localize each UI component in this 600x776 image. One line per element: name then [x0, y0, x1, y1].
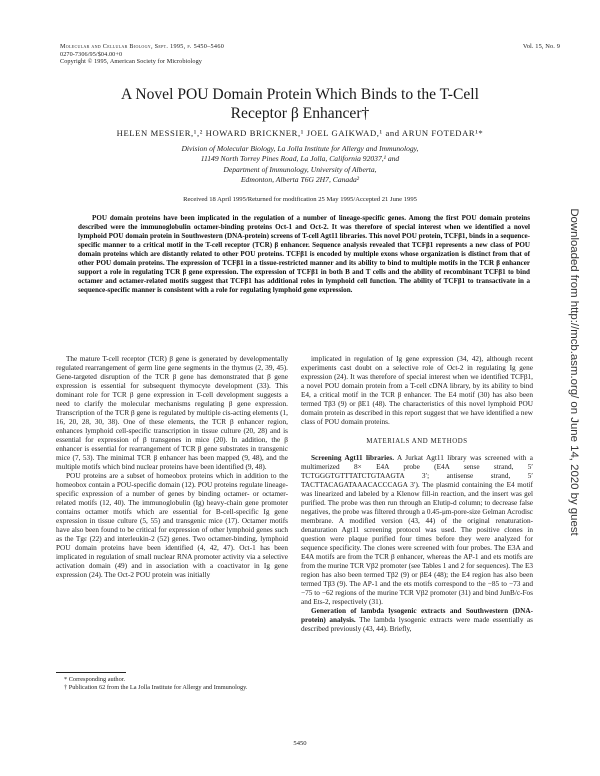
volume-label: Vol. 15, No. 9 — [522, 43, 560, 50]
methods-paragraph — [301, 607, 533, 634]
affiliations — [80, 144, 520, 186]
section-heading-methods: MATERIALS AND METHODS — [366, 437, 468, 445]
author-list: HELEN MESSIER,¹,² HOWARD BRICKNER,¹ JOEL GAIKWAD,¹ and ARUN FOTEDAR¹* — [116, 128, 484, 138]
body-column-left — [56, 355, 288, 580]
paragraph-text: The lambda lysogenic extracts were made essentially as described previously (43, 44). Briefly, — [301, 615, 533, 633]
body-column-right — [301, 355, 533, 634]
affiliation-line: 11149 North Torrey Pines Road, La Jolla, California 92037,¹ and — [200, 154, 400, 164]
received-dates: Received 18 April 1995/Returned for modification 25 May 1995/Accepted 21 June 1995 — [183, 196, 417, 203]
page-number: 5450 — [293, 740, 307, 747]
body-paragraph: The mature T-cell receptor (TCR) β gene is generated by developmentally regulated rearrangement of germ line gene segments in the thymus (2, 39, 45). Gene-targeted disruption of the TCR β gene has demonstrated that β gene expression is essential for subsequent thymocyte development (33). This dominant role for TCR β gene expression in T-cell development suggests a need to clarify the molecular mechanisms regulating β gene expression. Transcription of the TCR β gene is regulated by multiple cis-acting elements (1, 16, 20, 28, 30, 38). One of these elements, the TCR β enhancer region, enhances lymphoid cell-specific transcription in tissue culture (20, 28) and is essential for expression of β transgenes in mice (20). In addition, the β enhancer is essential for rearrangement of TCR β gene substrates in transgenic mice (7, 53). The minimal TCR β enhancer has been mapped (9, 48), and the multiple motifs which bind nuclear proteins have been identified (9, 48). — [56, 355, 288, 471]
journal-citation: Molecular and Cellular Biology, Sept. 1995, p. 5450–5460 — [60, 43, 225, 50]
footnote-publication: † Publication 62 from the La Jolla Institute for Allergy and Immunology. — [64, 683, 248, 691]
footnote-corresponding: * Corresponding author. — [64, 676, 126, 683]
abstract: POU domain proteins have been implicated in the regulation of a number of lineage-specific genes. Among the first POU domain proteins described were the immunoglobulin octamer-binding proteins Oct-1 and Oct-2. It was therefore of special interest when we identified a novel lymphoid POU domain protein in Southwestern (DNA-protein) screens of T-cell Agt11 libraries. This novel POU protein, TCFβ1, binds in a sequence-specific manner to a critical motif in the T-cell receptor (TCR) β enhancer. Sequence analysis revealed that TCFβ1 represents a new class of POU domain proteins which are distantly related to other POU proteins. TCFβ1 is encoded by multiple exons whose organization is distinct from that of other POU domain proteins. The expression of TCFβ1 in a tissue-restricted manner and its ability to bind to multiple motifs in the TCR β enhancer support a role in regulating TCR β gene expression. The expression of TCFβ1 in both B and T cells and the ability of recombinant TCFβ1 to bind octamer and octamer-related motifs suggest that TCFβ1 has additional roles in lymphoid cell function. The ability of TCFβ1 to transactivate in a sequence-specific manner is consistent with a role for regulating lymphoid gene expression. — [78, 214, 530, 294]
affiliation-line: Division of Molecular Biology, La Jolla Institute for Allergy and Immunology, — [181, 144, 419, 153]
footnote-divider — [56, 672, 126, 673]
title-line-1: A Novel POU Domain Protein Which Binds to the T-Cell — [121, 86, 479, 103]
subsection-title: Screening Agt11 libraries. — [311, 453, 395, 462]
body-paragraph: implicated in regulation of Ig gene expression (34, 42), although recent experiments cast doubt on a selective role of Oct-2 in regulating Ig gene expression (24). It was therefore of special interest when we identified TCFβ1, a novel POU domain protein from a T-cell cDNA library, by its ability to bind E4, a critical motif in the TCR β enhancer. The E4 motif (30) has also been termed Tβ3 (9) or βE1 (48). The characteristics of this novel lymphoid POU domain protein as described in this report suggest that we have identified a new class of POU domain proteins. — [301, 355, 533, 426]
article-title — [50, 85, 550, 123]
methods-paragraph — [301, 454, 533, 607]
subsection-title: Generation of lambda lysogenic extracts and Southwestern (DNA-protein) analysis. — [301, 606, 533, 624]
paragraph-text: A Jurkat Agt11 library was screened with a multimerized 8× E4A probe (E4A sense strand, 5′ TCTGGGTGTTTATCTGTAAGTA 3′; antisense strand, 5′ TACTTACAGATAAACACCCAGA 3′). The plasmid containing the E4 motif was linearized and labeled by a Klenow fill-in reaction, and the insert was gel purified. The probe was then run through an Elutip-d column; to decrease false negatives, the probe was filtered through a 0.45-μm-pore-size Gelman Acrodisc membrane. A modified version (43, 44) of the original renaturation-denaturation Agt11 screening protocol was used. The positive clones in question were plaque purified four times before they were analyzed for sequence specificity. The clones were screened with four probes. The E3A and E4A motifs are from the TCR β enhancer, whereas the AP-1 and ets motifs are from the murine TCR Vβ2 promoter (see Tables 1 and 2 for sequences). The E3 region has also been termed Tβ2 (9) or βE4 (48); the E4 region has also been termed Tβ3 (9). The AP-1 and the ets motifs correspond to the −85 to −73 and −75 to −62 regions of the murine TCR Vβ2 promoter (31) and bind JunB/c-Fos and Ets-2, respectively (31). — [301, 453, 533, 606]
journal-header — [60, 43, 360, 66]
title-line-2: Receptor β Enhancer† — [230, 105, 370, 122]
watermark-text: Downloaded from http://mcb.asm.org/ on June 14, 2020 by guest — [568, 208, 580, 536]
copyright-line: Copyright © 1995, American Society for Microbiology — [60, 58, 202, 66]
affiliation-line: Edmonton, Alberta T6G 2H7, Canada² — [240, 175, 360, 185]
body-paragraph: POU proteins are a subset of homeobox proteins which in addition to the homeobox contain a POU-specific domain (12). POU proteins regulate lineage-specific expression of a number of genes by binding octamer- or octamer-related motifs (12, 40). The immunoglobulin (Ig) heavy-chain gene promoter contains octamer motifs which are essential for B-cell-specific Ig gene expression in tissue culture (5, 55) and transgenic mice (17). Octamer motifs have also been found to be critical for expression of other lymphoid genes such as the Tgε (22) and interleukin-2 (52) genes. Two octamer-binding, lymphoid POU domain proteins have been identified (4, 42, 47). Oct-1 has been implicated in regulation of small nuclear RNA promoter activity via a selective activation domain (49) and in association with a coactivator in Ig gene expression (24). The Oct-2 POU protein was initially — [56, 471, 288, 579]
issn-line: 0270-7306/95/$04.00+0 — [60, 50, 123, 58]
affiliation-line: Department of Immunology, University of Alberta, — [223, 164, 377, 174]
footnotes — [56, 676, 288, 692]
